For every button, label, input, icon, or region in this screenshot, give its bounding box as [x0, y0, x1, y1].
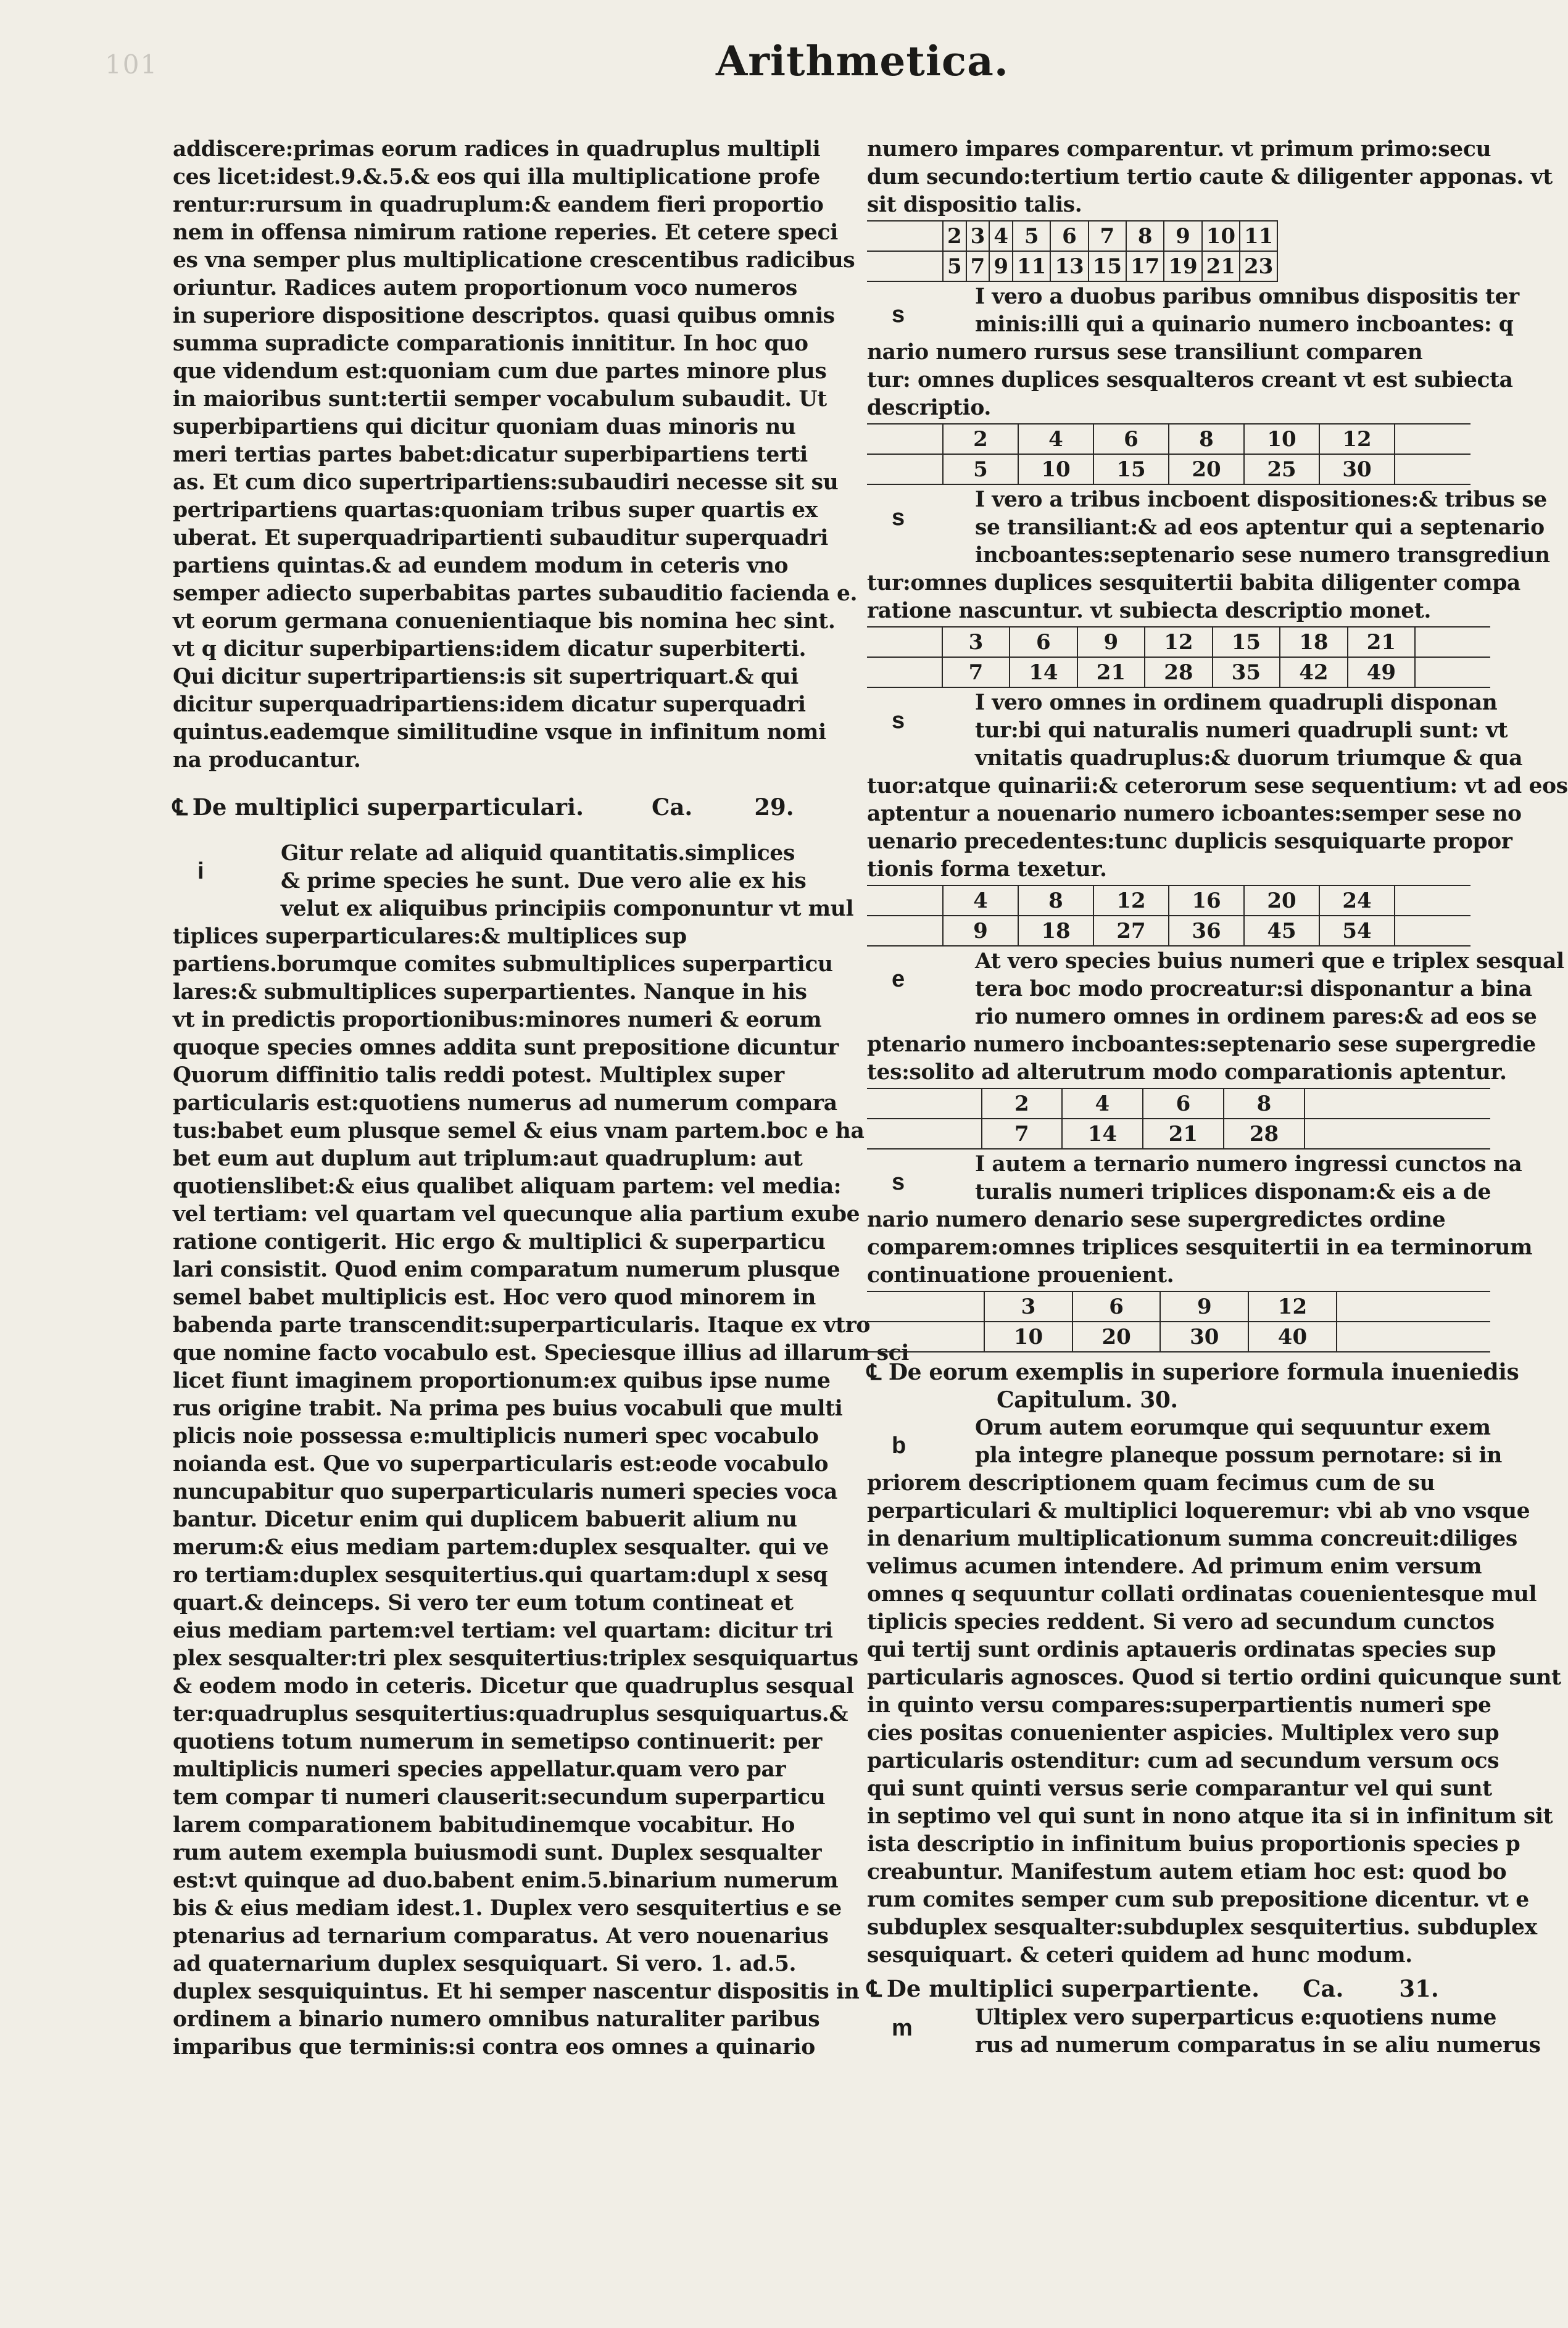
table-edge-cell: [867, 221, 943, 251]
text-line: licet fiunt imaginem proportionum:ex quibus ipse nume: [173, 1369, 831, 1393]
table-edge-cell: [1395, 916, 1471, 946]
text-line: tiplicis species reddent. Si vero ad secundum cunctos: [867, 1610, 1495, 1634]
table-cell: 10: [1202, 221, 1240, 251]
chapter-label: Ca.: [652, 793, 693, 821]
text-line: I vero a duobus paribus omnibus dispositis ter: [975, 284, 1519, 309]
table-edge-cell: [867, 885, 943, 916]
text-line: Ultiplex vero superparticus e:quotiens nume: [975, 2005, 1496, 2030]
chapter-label: Capitulum.: [997, 1387, 1133, 1413]
table-cell: 9: [1160, 1291, 1248, 1322]
text-line: bantur. Dicetur enim qui duplicem babuerit alium nu: [173, 1507, 797, 1532]
text-line: vt in predictis proportionibus:minores numeri & eorum: [173, 1008, 822, 1032]
text-line: minis:illi qui a quinario numero incboantes: q: [975, 312, 1514, 337]
table-cell: 7: [942, 657, 1010, 687]
text-line: aptentur a nouenario numero icboantes:semper sese no: [867, 802, 1522, 826]
text-line: eius mediam partem:vel tertiam: vel quartam: dicitur tri: [173, 1618, 833, 1643]
table-cell: 18: [1280, 627, 1348, 657]
table-cell: 5: [943, 454, 1018, 484]
table-row-top: [867, 885, 1471, 916]
table-cell: 10: [1018, 454, 1093, 484]
text-line: ter:quadruplus sesquitertius:quadruplus sesquiquartus.&: [173, 1702, 848, 1726]
text-line: ordinem a binario numero omnibus naturaliter paribus: [173, 2007, 820, 2032]
running-title: Arithmetica.: [716, 37, 1009, 85]
guide-letter: s: [892, 708, 905, 734]
text-line: nuncupabitur quo superparticularis numeri species voca: [173, 1480, 837, 1504]
text-line: multiplicis numeri species appellatur.quam vero par: [173, 1757, 786, 1782]
text-line: tus:babet eum plusque semel & eius vnam partem.boc e ha: [173, 1119, 865, 1143]
table-cell: 4: [943, 885, 1018, 916]
table-cell: 9: [1077, 627, 1145, 657]
table-edge-cell: [867, 1088, 982, 1119]
text-line: ad quaternarium duplex sesquiquart. Si vero. 1. ad.5.: [173, 1952, 797, 1976]
text-line: I autem a ternario numero ingressi cunctos na: [975, 1152, 1522, 1177]
text-line: est:vt quinque ad duo.babent enim.5.binarium numerum: [173, 1868, 839, 1893]
text-line: turalis numeri triplices disponam:& eis a de: [975, 1180, 1491, 1204]
table-edge-cell: [1395, 885, 1471, 916]
table-cell: 17: [1126, 251, 1164, 281]
table-row-top: [867, 221, 1277, 251]
table-cell: 45: [1244, 916, 1319, 946]
table-cell: 12: [1145, 627, 1213, 657]
paragraph-sign: ℄: [867, 1359, 881, 1385]
text-line: dicitur superquadripartiens:idem dicatur superquadri: [173, 692, 806, 717]
table-row-bottom: [867, 916, 1471, 946]
table-cell: 8: [1224, 1088, 1305, 1119]
text-line: vel tertiam: vel quartam vel quecunque alia partium exube: [173, 1202, 860, 1227]
text-line: partiens.borumque comites submultiplices superparticu: [173, 952, 833, 977]
table-cell: 15: [1093, 454, 1169, 484]
text-line: Gitur relate ad aliquid quantitatis.simplices: [281, 841, 795, 866]
text-line: in superiore dispositione descriptos. quasi quibus omnis: [173, 304, 835, 328]
table-cell: 40: [1248, 1322, 1337, 1352]
table-cell: 14: [1062, 1119, 1143, 1149]
table-cell: 20: [1169, 454, 1244, 484]
chapter-title: De multiplici superpartiente.: [886, 1975, 1260, 2002]
table-cell: 7: [1089, 221, 1126, 251]
text-line: Qui dicitur supertripartiens:is sit supertriquart.& qui: [173, 665, 799, 689]
table-cell: 27: [1093, 916, 1169, 946]
table-cell: 21: [1202, 251, 1240, 281]
table-cell: 36: [1169, 916, 1244, 946]
text-line: nario numero denario sese supergredictes ordine: [867, 1207, 1446, 1232]
text-line: tionis forma texetur.: [867, 857, 1107, 882]
table-cell: 15: [1213, 627, 1280, 657]
table-cell: 4: [1062, 1088, 1143, 1119]
paragraph-horum: [867, 1414, 1561, 1970]
text-line: summa supradicte comparationis innititur. In hoc quo: [173, 331, 808, 356]
text-line: vt eorum germana conuenientiaque bis nomina hec sint.: [173, 609, 836, 634]
text-line: rio numero omnes in ordinem pares:& ad eos se: [975, 1005, 1537, 1029]
table-edge-cell: [1415, 657, 1490, 687]
guide-letter: s: [892, 505, 905, 531]
text-line: tes:solito ad alterutrum modo comparationis aptentur.: [867, 1060, 1507, 1085]
text-line: tur: omnes duplices sesqualteros creant vt est subiecta: [867, 368, 1513, 392]
table-edge-cell: [867, 657, 942, 687]
table-cell: 3: [942, 627, 1010, 657]
chapter-heading-31: [867, 1973, 1490, 2004]
text-line: ptenario numero incboantes:septenario sese supergredie: [867, 1032, 1536, 1057]
paragraph-at-vero: [867, 948, 1564, 1087]
paragraph-igitur: [173, 840, 910, 2061]
table-cell: 9: [943, 916, 1018, 946]
text-line: subduplex sesqualter:subduplex sesquitertius. subduplex: [867, 1915, 1537, 1940]
text-line: quotiens totum numerum in semetipso continuerit: per: [173, 1729, 822, 1754]
table-cell: 28: [1224, 1119, 1305, 1149]
table-cell: 5: [943, 251, 966, 281]
text-line: pla integre planeque possum pernotare: si in: [975, 1443, 1502, 1468]
guide-letter: s: [892, 1169, 905, 1195]
table-cell: 8: [1018, 885, 1093, 916]
text-line: numero impares comparentur. vt primum primo:secu: [867, 137, 1491, 162]
text-line: tuor:atque quinarii:& ceterorum sese sequentium: vt ad eos: [867, 774, 1568, 798]
table-cell: 42: [1280, 657, 1348, 687]
paragraph-impares: [867, 136, 1553, 219]
text-line: se transiliant:& ad eos aptentur qui a septenario: [975, 515, 1545, 540]
table-edge-cell: [867, 1322, 984, 1352]
table-cell: 4: [1018, 424, 1093, 454]
table-row-bottom: [867, 657, 1490, 687]
table-row-bottom: [867, 1119, 1490, 1149]
table-cell: 28: [1145, 657, 1213, 687]
text-line: particularis agnosces. Quod si tertio ordini quicunque sunt: [867, 1665, 1561, 1690]
text-line: continuatione prouenient.: [867, 1263, 1174, 1288]
text-line: semel babet multiplicis est. Hoc vero quod minorem in: [173, 1285, 816, 1310]
text-line: priorem descriptionem quam fecimus cum de su: [867, 1471, 1435, 1496]
table-edge-cell: [1305, 1088, 1490, 1119]
text-line: partiens quintas.& ad eundem modum in ceteris vno: [173, 553, 789, 578]
text-line: tera boc modo procreatur:si disponantur a bina: [975, 977, 1532, 1001]
table-edge-cell: [867, 424, 943, 454]
chapter-label: Ca.: [1303, 1975, 1344, 2002]
text-line: qui sunt quinti versus serie comparantur vel qui sunt: [867, 1776, 1492, 1801]
table-cell: 10: [984, 1322, 1072, 1352]
text-line: rentur:rursum in quadruplum:& eandem fieri proportio: [173, 193, 824, 217]
chapter-heading-30: [867, 1359, 1519, 1414]
table-cell: 25: [1244, 454, 1319, 484]
text-line: duplex sesquiquintus. Et hi semper nascentur dispositis in: [173, 1979, 860, 2004]
text-line: sit dispositio talis.: [867, 193, 1082, 217]
table-cell: 49: [1348, 657, 1416, 687]
table-cell: 20: [1244, 885, 1319, 916]
table-cell: 54: [1319, 916, 1395, 946]
table-row-top: [867, 1291, 1490, 1322]
table-cell: 10: [1244, 424, 1319, 454]
table-edge-cell: [867, 916, 943, 946]
text-line: particularis est:quotiens numerus ad numerum compara: [173, 1091, 837, 1116]
table-cell: 9: [1164, 221, 1201, 251]
chapter-number: 30.: [1140, 1387, 1178, 1413]
table-row-top: [867, 1088, 1490, 1119]
table-cell: 30: [1319, 454, 1395, 484]
chapter-number: 31.: [1399, 1975, 1439, 2002]
text-line: addiscere:primas eorum radices in quadruplus multipli: [173, 137, 821, 162]
table-row-bottom: [867, 454, 1471, 484]
table-row-bottom: [867, 1322, 1490, 1352]
paragraph-multiplex: [867, 2004, 1541, 2060]
text-line: quotienslibet:& eius qualibet aliquam partem: vel media:: [173, 1174, 842, 1199]
table-cell: 21: [1348, 627, 1416, 657]
text-line: ratione nascuntur. vt subiecta descriptio monet.: [867, 599, 1431, 623]
table-cell: 6: [1010, 627, 1077, 657]
text-line: sesquiquart. & ceteri quidem ad hunc modum.: [867, 1943, 1412, 1968]
text-line: ista descriptio in infinitum buius proportionis species p: [867, 1832, 1520, 1857]
text-line: omnes q sequuntur collati ordinatas couenientesque mul: [867, 1582, 1537, 1607]
text-line: quintus.eademque similitudine vsque in infinitum nomi: [173, 720, 826, 745]
paragraph-si-tribus: [867, 486, 1550, 625]
table-cell: 8: [1126, 221, 1164, 251]
text-line: oriuntur. Radices autem proportionum voco numeros: [173, 276, 797, 300]
table-cell: 35: [1213, 657, 1280, 687]
text-line: cies positas conuenienter aspicies. Multiplex vero sup: [867, 1721, 1500, 1746]
text-line: que videndum est:quoniam cum due partes minore plus: [173, 359, 827, 384]
table-edge-cell: [1395, 454, 1471, 484]
number-table-1: [867, 220, 1278, 282]
table-edge-cell: [1305, 1119, 1490, 1149]
number-table-2: [867, 423, 1471, 485]
table-cell: 12: [1248, 1291, 1337, 1322]
text-line: tur:bi qui naturalis numeri quadrupli sunt: vt: [975, 718, 1508, 743]
table-cell: 5: [1013, 221, 1050, 251]
guide-letter: e: [892, 966, 905, 992]
text-line: descriptio.: [867, 396, 991, 420]
text-line: dum secundo:tertium tertio caute & diligenter apponas. vt: [867, 165, 1553, 189]
text-line: que nomine facto vocabulo est. Speciesque illius ad illarum sci: [173, 1341, 910, 1365]
table-cell: 11: [1013, 251, 1050, 281]
text-line: qui tertij sunt ordinis aptaueris ordinatas species sup: [867, 1638, 1496, 1662]
text-line: rum comites semper cum sub prepositione dicentur. vt e: [867, 1887, 1529, 1912]
text-line: tur:omnes duplices sesquitertii babita diligenter compa: [867, 571, 1520, 595]
table-cell: 3: [966, 221, 990, 251]
guide-letter: i: [197, 858, 204, 884]
text-line: tiplices superparticulares:& multiplices sup: [173, 924, 687, 949]
text-line: plicis noie possessa e:multiplicis numeri spec vocabulo: [173, 1424, 819, 1449]
number-table-3: [867, 626, 1490, 688]
text-line: ro tertiam:duplex sesquitertius.qui quartam:dupl x sesq: [173, 1563, 828, 1588]
table-edge-cell: [867, 251, 943, 281]
text-line: perparticulari & multiplici loqueremur: vbi ab vno vsque: [867, 1499, 1530, 1523]
table-cell: 18: [1018, 916, 1093, 946]
table-cell: 6: [1143, 1088, 1224, 1119]
right-column: [867, 136, 1568, 2060]
text-line: in maioribus sunt:tertii semper vocabulum subaudit. Ut: [173, 387, 827, 412]
text-line: tem compar ti numeri clauserit:secundum superparticu: [173, 1785, 826, 1810]
text-line: larem comparationem babitudinemque vocabitur. Ho: [173, 1813, 795, 1837]
text-line: creabuntur. Manifestum autem etiam hoc est: quod bo: [867, 1860, 1507, 1884]
text-line: meri tertias partes babet:dicatur superbipartiens terti: [173, 442, 808, 467]
text-line: vnitatis quadruplus:& duorum triumque & qua: [975, 746, 1523, 771]
text-line: I vero a tribus incboent dispositiones:& tribus se: [975, 487, 1547, 512]
table-cell: 13: [1050, 251, 1088, 281]
text-line: & prime species he sunt. Due vero alie ex his: [281, 869, 807, 893]
table-cell: 2: [943, 424, 1018, 454]
table-cell: 21: [1077, 657, 1145, 687]
table-cell: 7: [966, 251, 990, 281]
folio-number: 101: [105, 49, 159, 80]
text-line: vt q dicitur superbipartiens:idem dicatur superbiterti.: [173, 637, 807, 661]
text-line: plex sesqualter:tri plex sesquitertius:triplex sesquiquartus: [173, 1646, 858, 1671]
table-edge-cell: [867, 1119, 982, 1149]
text-line: quart.& deinceps. Si vero ter eum totum contineat et: [173, 1591, 794, 1615]
text-line: in denarium multiplicationum summa concreuit:diliges: [867, 1526, 1517, 1551]
table-edge-cell: [867, 627, 942, 657]
text-line: rum autem exempla buiusmodi sunt. Duplex sesqualter: [173, 1841, 822, 1865]
text-line: uberat. Et superquadripartienti subauditur superquadri: [173, 526, 829, 550]
text-line: lares:& submultiplices superpartientes. Nanque in his: [173, 980, 807, 1005]
paragraph-si-omnes: [867, 689, 1568, 884]
text-line: & eodem modo in ceteris. Dicetur que quadruplus sesqual: [173, 1674, 854, 1699]
text-line: na producantur.: [173, 748, 361, 773]
text-line: rus ad numerum comparatus in se aliu numerus: [975, 2033, 1541, 2058]
text-line: lari consistit. Quod enim comparatum numerum plusque: [173, 1257, 840, 1282]
text-line: imparibus que terminis:si contra eos omnes a quinario: [173, 2035, 815, 2060]
table-cell: 2: [982, 1088, 1062, 1119]
text-line: bis & eius mediam idest.1. Duplex vero sesquitertius e se: [173, 1896, 842, 1921]
table-cell: 16: [1169, 885, 1244, 916]
chapter-number: 29.: [754, 793, 794, 821]
text-line: in septimo vel qui sunt in nono atque ita si in infinitum sit: [867, 1804, 1553, 1829]
table-row-bottom: [867, 251, 1277, 281]
text-line: as. Et cum dico supertripartiens:subaudiri necesse sit su: [173, 470, 839, 495]
text-line: ratione contigerit. Hic ergo & multiplici & superparticu: [173, 1230, 826, 1254]
table-cell: 9: [989, 251, 1013, 281]
text-line: pertripartiens quartas:quoniam tribus super quartis ex: [173, 498, 818, 523]
chapter-title: De eorum exemplis in superiore formula inueniedis: [888, 1359, 1519, 1385]
table-cell: 24: [1319, 885, 1395, 916]
text-line: es vna semper plus multiplicatione crescentibus radicibus: [173, 248, 855, 273]
table-cell: 21: [1143, 1119, 1224, 1149]
paragraph-sign: ℄: [173, 793, 188, 821]
table-cell: 3: [984, 1291, 1072, 1322]
text-line: incboantes:septenario sese numero transgrediun: [975, 543, 1550, 568]
number-table-5: [867, 1088, 1490, 1150]
table-cell: 6: [1072, 1291, 1161, 1322]
text-line: semper adiecto superbabitas partes subauditio facienda e.: [173, 581, 858, 606]
text-line: comparem:omnes triplices sesquitertii in ea terminorum: [867, 1235, 1533, 1260]
text-line: rus origine trabit. Na prima pes buius vocabuli que multi: [173, 1396, 843, 1421]
table-cell: 23: [1240, 251, 1277, 281]
text-line: I vero omnes in ordinem quadrupli disponan: [975, 690, 1498, 715]
number-table-4: [867, 885, 1471, 947]
text-line: velimus acumen intendere. Ad primum enim versum: [867, 1554, 1482, 1579]
paragraph-si-duobus: [867, 283, 1519, 422]
table-edge-cell: [1337, 1291, 1490, 1322]
text-line: quoque species omnes addita sunt prepositione dicuntur: [173, 1035, 839, 1060]
paragraph-radices: [173, 136, 858, 774]
table-row-top: [867, 627, 1490, 657]
chapter-heading-29: [173, 792, 794, 822]
table-cell: 8: [1169, 424, 1244, 454]
table-cell: 15: [1089, 251, 1126, 281]
table-cell: 7: [982, 1119, 1062, 1149]
table-edge-cell: [1395, 424, 1471, 454]
table-cell: 11: [1240, 221, 1277, 251]
text-line: ces licet:idest.9.&.5.& eos qui illa multiplicatione profe: [173, 165, 820, 189]
text-line: nario numero rursus sese transiliunt comparen: [867, 340, 1423, 365]
table-cell: 12: [1319, 424, 1395, 454]
table-cell: 6: [1050, 221, 1088, 251]
text-line: babenda parte transcendit:superparticularis. Itaque ex vtro: [173, 1313, 871, 1338]
text-line: in quinto versu compares:superpartientis numeri spe: [867, 1693, 1491, 1718]
text-line: merum:& eius mediam partem:duplex sesqualter. qui ve: [173, 1535, 829, 1560]
text-line: particularis ostenditur: cum ad secundum versum ocs: [867, 1749, 1500, 1773]
paragraph-sign: ℄: [867, 1975, 882, 2002]
text-line: Quorum diffinitio talis reddi potest. Multiplex super: [173, 1063, 784, 1088]
table-cell: 19: [1164, 251, 1201, 281]
paragraph-si-autem: [867, 1151, 1533, 1290]
table-cell: 2: [943, 221, 966, 251]
table-cell: 6: [1093, 424, 1169, 454]
table-edge-cell: [867, 1291, 984, 1322]
guide-letter: m: [892, 2015, 913, 2041]
table-cell: 30: [1160, 1322, 1248, 1352]
guide-letter: b: [892, 1433, 906, 1459]
table-cell: 14: [1010, 657, 1077, 687]
chapter-title: De multiplici superparticulari.: [192, 793, 584, 821]
text-line: superbipartiens qui dicitur quoniam duas minoris nu: [173, 415, 796, 439]
text-line: ptenarius ad ternarium comparatus. At vero nouenarius: [173, 1924, 829, 1949]
text-line: At vero species buius numeri que e triplex sesqual: [975, 949, 1564, 974]
text-line: noianda est. Que vo superparticularis est:eode vocabulo: [173, 1452, 829, 1477]
text-line: bet eum aut duplum aut triplum:aut quadruplum: aut: [173, 1146, 803, 1171]
table-cell: 12: [1093, 885, 1169, 916]
table-edge-cell: [1415, 627, 1490, 657]
guide-letter: s: [892, 302, 905, 328]
table-edge-cell: [867, 454, 943, 484]
table-row-top: [867, 424, 1471, 454]
text-line: Orum autem eorumque qui sequuntur exem: [975, 1415, 1491, 1440]
number-table-6: [867, 1291, 1490, 1352]
text-line: nem in offensa nimirum ratione reperies. Et cetere speci: [173, 220, 838, 245]
table-cell: 4: [989, 221, 1013, 251]
table-edge-cell: [1337, 1322, 1490, 1352]
text-line: uenario precedentes:tunc duplicis sesquiquarte propor: [867, 829, 1512, 854]
left-column: [173, 136, 910, 2061]
text-line: velut ex aliquibus principiis componuntur vt mul: [281, 897, 854, 921]
table-cell: 20: [1072, 1322, 1161, 1352]
